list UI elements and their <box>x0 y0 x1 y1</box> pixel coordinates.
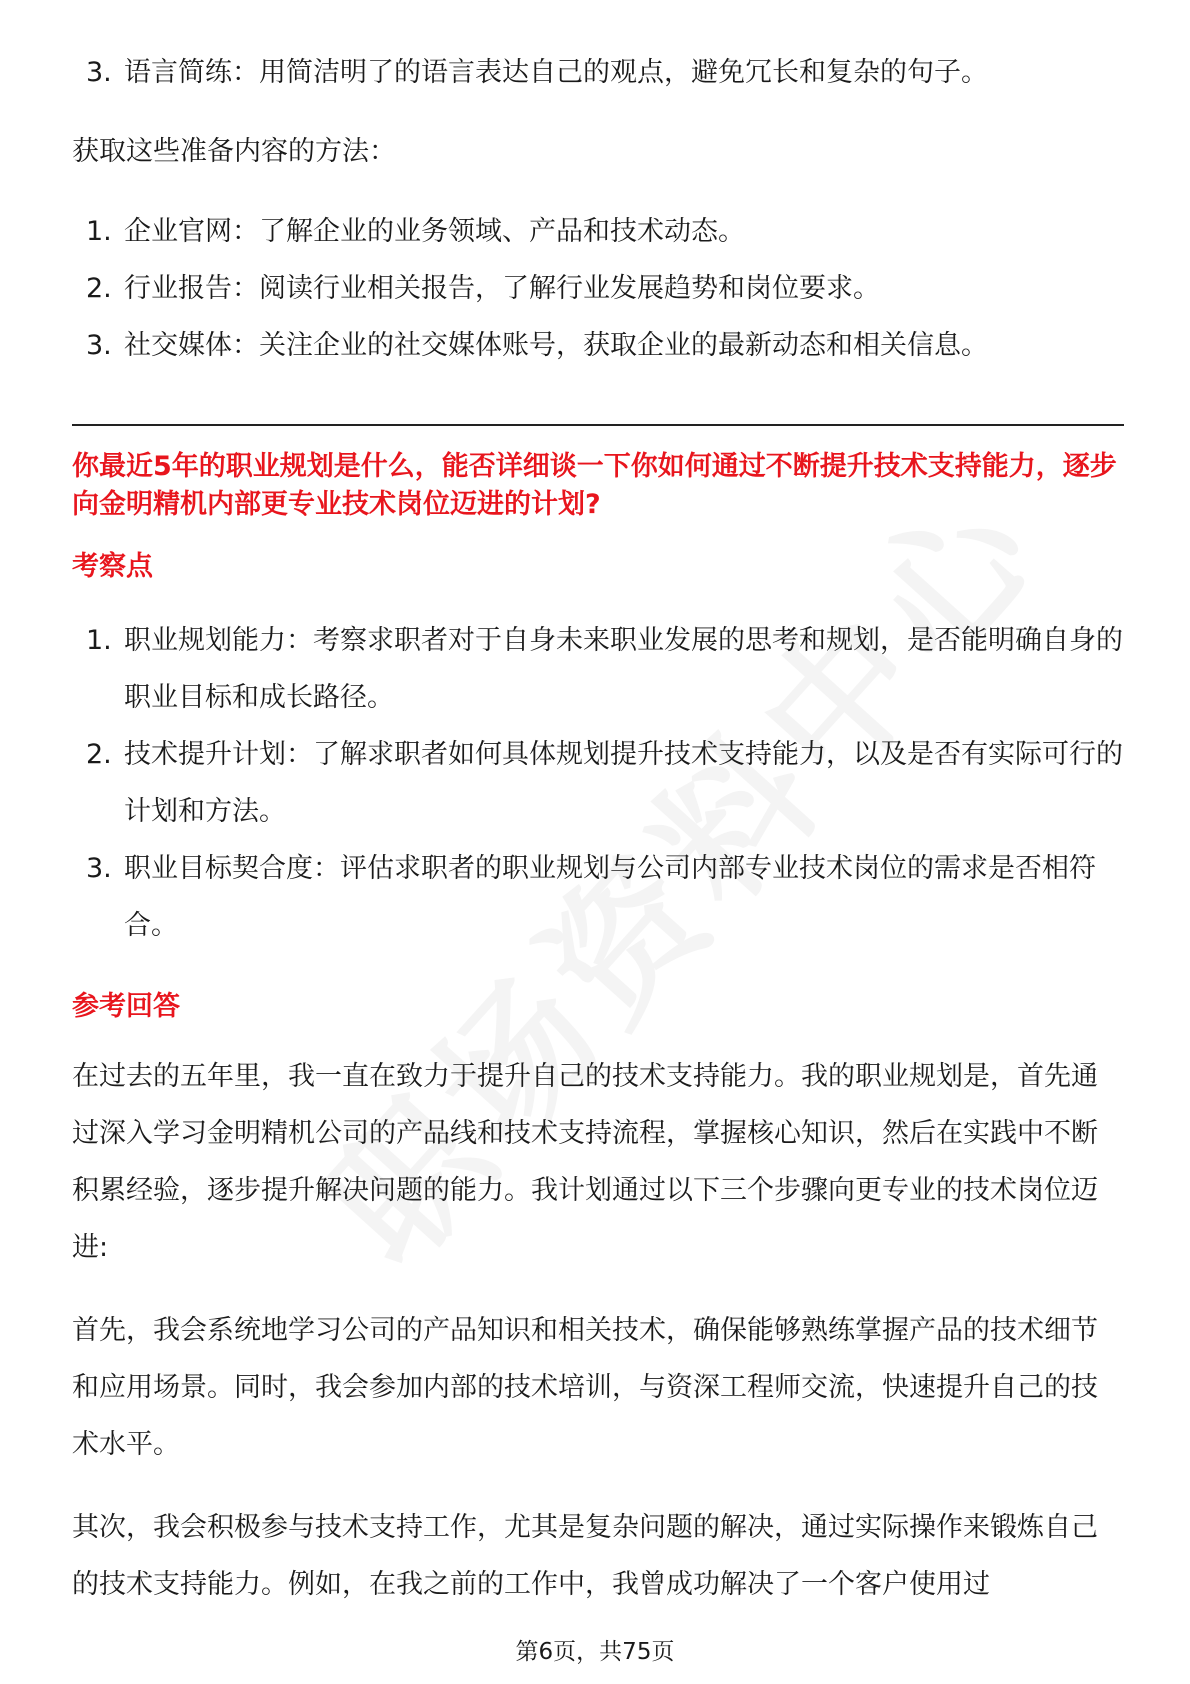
answer-paragraph: 其次，我会积极参与技术支持工作，尤其是复杂问题的解决，通过实际操作来锻炼自己的技术支持能力。例如，在我之前的工作中，我曾成功解决了一个客户使用过 <box>72 1512 1098 1600</box>
list-text: 职业目标契合度：评估求职者的职业规划与公司内部专业技术岗位的需求是否相符合。 <box>124 853 1096 941</box>
list-item <box>72 203 1124 260</box>
list-item <box>72 260 1124 317</box>
methods-list <box>72 203 1124 374</box>
list-number: 3. <box>86 330 112 361</box>
page-footer: 第6页，共75页 <box>515 1639 675 1665</box>
list-item <box>72 726 1124 840</box>
list-number: 1. <box>86 625 112 656</box>
points-list <box>72 612 1124 954</box>
list-item <box>72 612 1124 726</box>
answer-heading: 参考回答 <box>72 991 180 1022</box>
methods-intro: 获取这些准备内容的方法： <box>72 136 396 167</box>
list-text: 企业官网：了解企业的业务领域、产品和技术动态。 <box>124 216 745 247</box>
list-text: 行业报告：阅读行业相关报告，了解行业发展趋势和岗位要求。 <box>124 273 880 304</box>
list-item <box>72 317 1124 374</box>
list-number: 1. <box>86 216 112 247</box>
list-number: 3. <box>86 853 112 884</box>
list-number: 2. <box>86 739 112 770</box>
list-text: 技术提升计划：了解求职者如何具体规划提升技术支持能力，以及是否有实际可行的计划和方法。 <box>124 739 1123 827</box>
list-text: 职业规划能力：考察求职者对于自身未来职业发展的思考和规划，是否能明确自身的职业目标和成长路径。 <box>124 625 1123 713</box>
answer-paragraph: 首先，我会系统地学习公司的产品知识和相关技术，确保能够熟练掌握产品的技术细节和应用场景。同时，我会参加内部的技术培训，与资深工程师交流，快速提升自己的技术水平。 <box>72 1315 1098 1460</box>
page-content <box>72 44 1124 1613</box>
points-heading: 考察点 <box>72 551 153 582</box>
continued-list <box>72 44 1124 101</box>
question-heading: 你最近5年的职业规划是什么，能否详细谈一下你如何通过不断提升技术支持能力，逐步向金明精机内部更专业技术岗位迈进的计划? <box>72 451 1117 520</box>
list-number: 3. <box>86 57 112 88</box>
section-divider <box>72 424 1124 426</box>
list-text: 语言简练：用简洁明了的语言表达自己的观点，避免冗长和复杂的句子。 <box>124 57 988 88</box>
list-item <box>72 840 1124 954</box>
list-item <box>72 44 1124 101</box>
answer-paragraph: 在过去的五年里，我一直在致力于提升自己的技术支持能力。我的职业规划是，首先通过深入学习金明精机公司的产品线和技术支持流程，掌握核心知识，然后在实践中不断积累经验，逐步提升解决问题的能力。我计划通过以下三个步骤向更专业的技术岗位迈进: <box>72 1061 1098 1263</box>
list-text: 社交媒体：关注企业的社交媒体账号，获取企业的最新动态和相关信息。 <box>124 330 988 361</box>
list-number: 2. <box>86 273 112 304</box>
